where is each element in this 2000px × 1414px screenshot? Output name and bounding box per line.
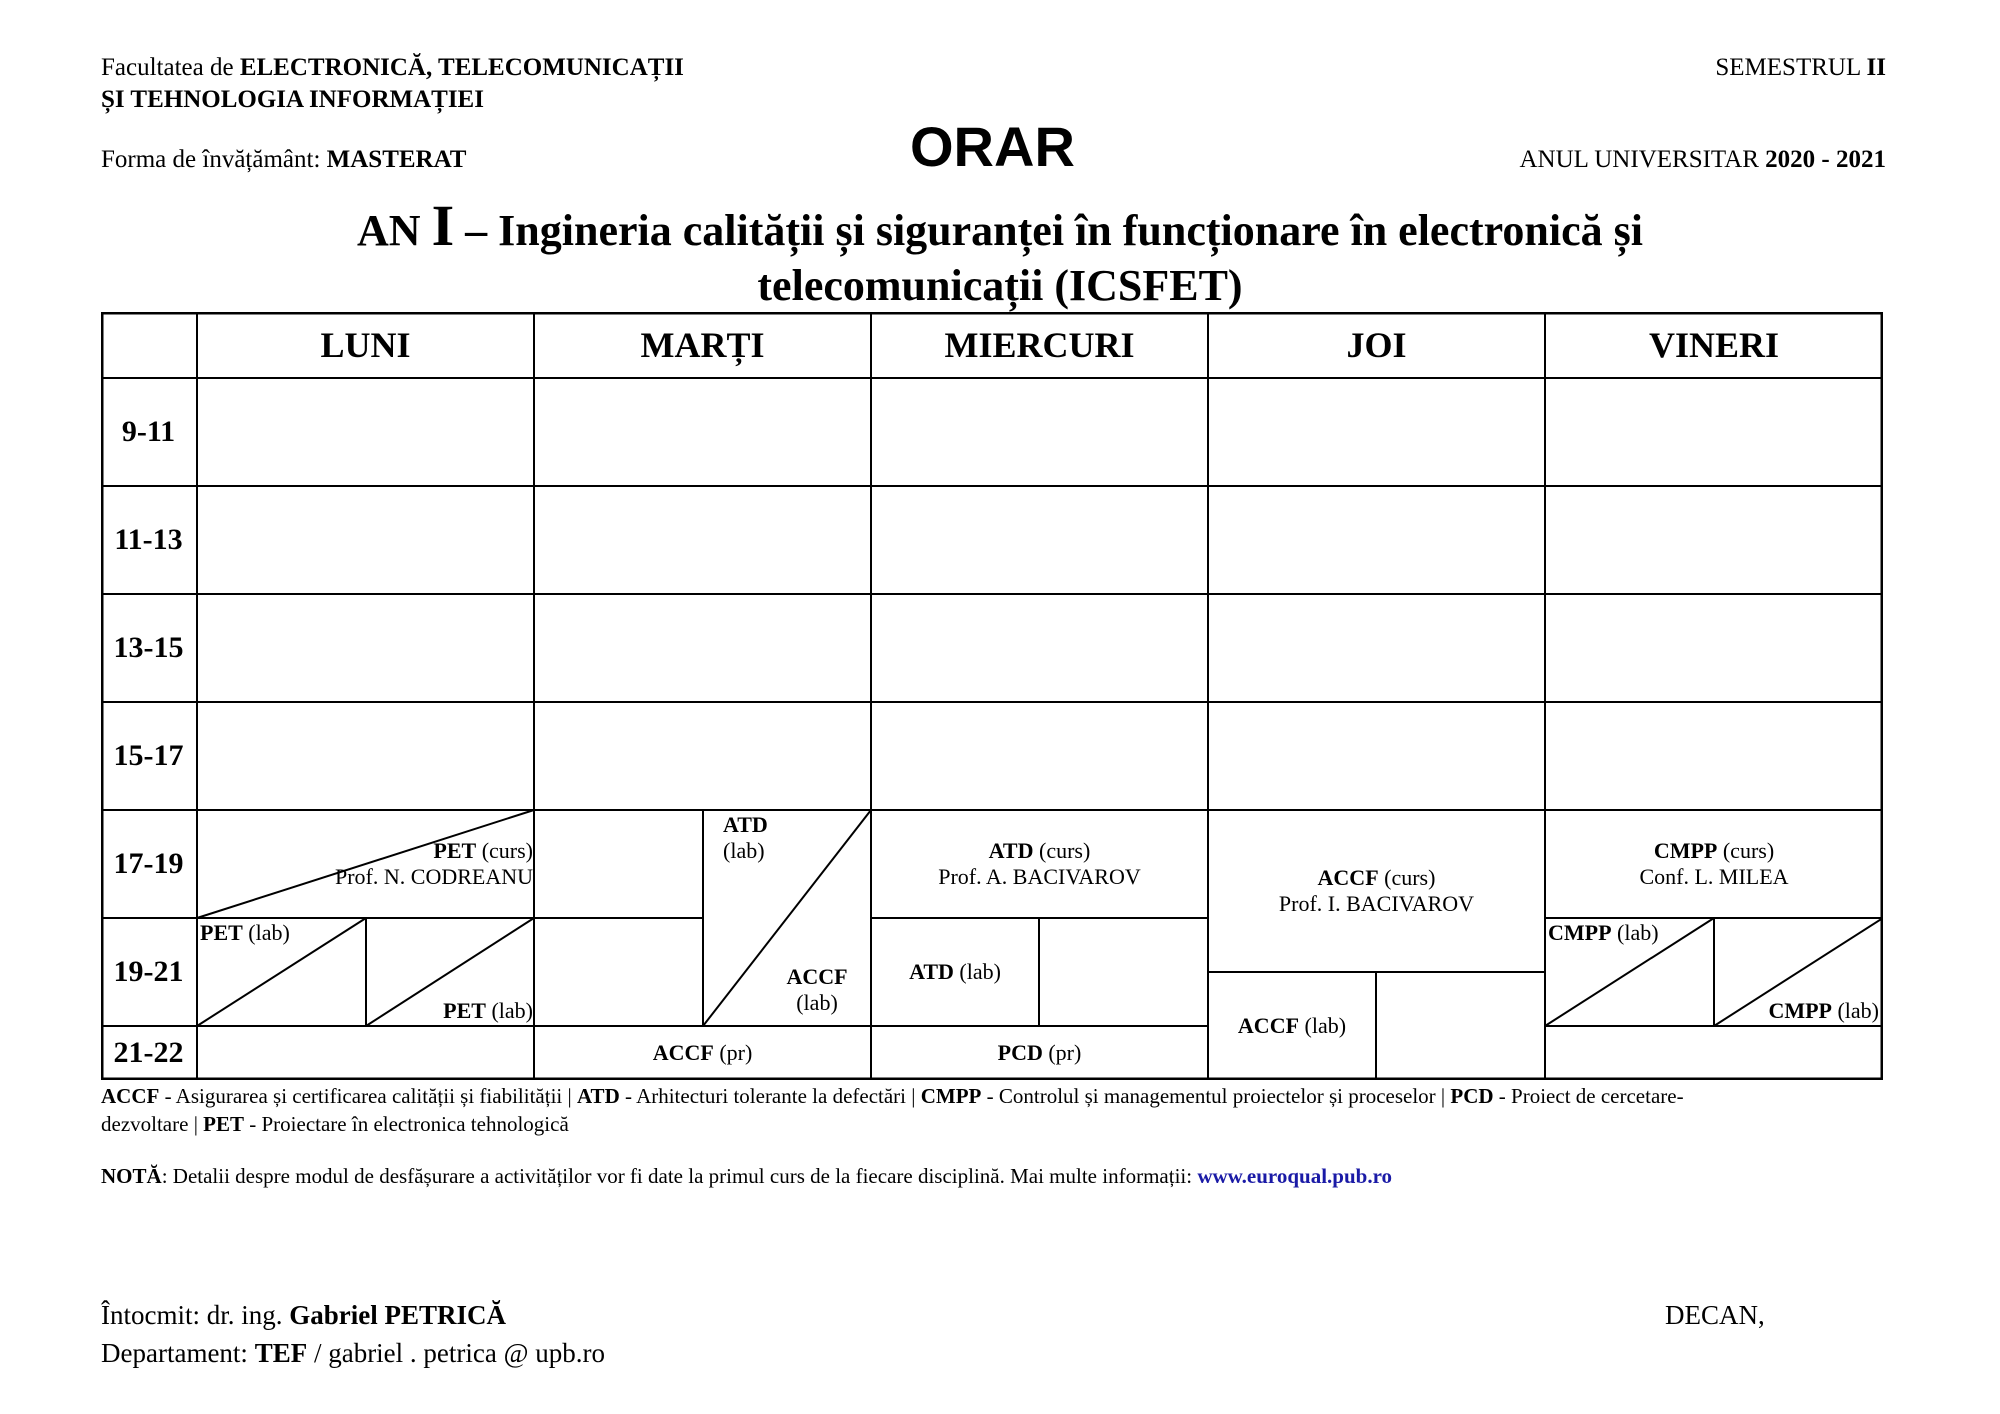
faculty-name xyxy=(101,52,684,116)
prepared-label: Întocmit: dr. ing. xyxy=(101,1300,290,1330)
year-label: ANUL UNIVERSITAR xyxy=(1519,146,1766,173)
time-slot: 9-11 xyxy=(121,415,176,448)
course-accf-lab xyxy=(1208,1013,1376,1039)
time-slot: 21-22 xyxy=(113,1036,184,1069)
legend-desc: - Arhitecturi tolerante la defectări | xyxy=(619,1084,921,1108)
day-header: VINERI xyxy=(1648,325,1780,365)
course-code: ATD xyxy=(909,959,954,984)
course-cmpp-lab xyxy=(1548,920,1659,946)
course-type: (lab) xyxy=(1611,920,1659,945)
legend-code: PCD xyxy=(1450,1084,1494,1108)
dean-label: DECAN, xyxy=(1665,1300,1765,1330)
department-value: TEF xyxy=(254,1338,308,1368)
course-pcd-pr xyxy=(871,1040,1208,1066)
prepared-by xyxy=(101,1296,605,1372)
course-type: (lab) xyxy=(796,990,838,1015)
document-title: ORAR xyxy=(910,115,1075,178)
note-text: : Detalii despre modul de desfășurare a activităților vor fi date la primul curs de la fiecare disciplină. Mai multe informații: xyxy=(161,1164,1198,1188)
program-title-line1 xyxy=(0,193,2000,259)
an-value: I xyxy=(431,193,455,258)
day-header: MIERCURI xyxy=(944,325,1135,365)
day-header: LUNI xyxy=(320,325,411,365)
course-type: (curs) xyxy=(1378,865,1436,890)
course-code: CMPP xyxy=(1653,838,1718,863)
course-type: (curs) xyxy=(476,838,533,863)
form-value: MASTERAT xyxy=(326,146,467,173)
course-type: (curs) xyxy=(1033,838,1091,863)
day-header: JOI xyxy=(1346,325,1407,365)
course-cmpp-curs xyxy=(1545,838,1883,890)
form-label: Forma de învățământ: xyxy=(101,146,327,173)
course-accf-curs xyxy=(1208,865,1545,917)
course-type: (lab) xyxy=(953,959,1001,984)
time-slot: 19-21 xyxy=(113,955,184,988)
course-atd-lab xyxy=(871,959,1039,985)
timetable xyxy=(101,312,1883,1080)
course-professor: Prof. N. CODREANU xyxy=(335,864,533,889)
day-header: MARȚI xyxy=(640,325,765,365)
faculty-line2: ȘI TEHNOLOGIA INFORMAȚIEI xyxy=(101,86,484,113)
course-cmpp-lab xyxy=(1768,998,1879,1024)
course-professor: Prof. A. BACIVAROV xyxy=(938,864,1141,889)
course-atd-curs xyxy=(871,838,1208,890)
website-link[interactable]: www.euroqual.pub.ro xyxy=(1197,1164,1393,1188)
course-pet-lab xyxy=(200,920,290,946)
course-code: ATD xyxy=(988,838,1034,863)
faculty-line1: ELECTRONICĂ, TELECOMUNICAȚII xyxy=(239,54,684,81)
time-slot: 11-13 xyxy=(114,523,183,556)
an-prefix: AN xyxy=(357,206,432,255)
course-code: PCD xyxy=(997,1040,1043,1065)
course-code: ATD xyxy=(723,812,768,837)
legend-desc: - Proiectare în electronica tehnologică xyxy=(244,1112,569,1136)
prepared-name: Gabriel PETRICĂ xyxy=(289,1300,507,1330)
course-code: PET xyxy=(433,838,477,863)
semester-label: SEMESTRUL xyxy=(1715,54,1867,81)
course-atd-lab xyxy=(723,812,768,864)
course-accf-pr xyxy=(534,1040,871,1066)
legend-desc: - Controlul și managementul proiectelor și proceselor | xyxy=(981,1084,1451,1108)
course-accf-lab xyxy=(767,964,867,1016)
legend-code: CMPP xyxy=(920,1084,982,1108)
course-type: (lab) xyxy=(485,998,533,1023)
education-form xyxy=(101,144,466,176)
course-type: (curs) xyxy=(1717,838,1775,863)
course-professor: Prof. I. BACIVAROV xyxy=(1278,891,1475,916)
course-code: ACCF xyxy=(1317,865,1379,890)
course-professor: Conf. L. MILEA xyxy=(1639,864,1789,889)
legend-code: ACCF xyxy=(101,1084,160,1108)
course-pet-lab xyxy=(443,998,533,1024)
department-email: / gabriel . petrica @ upb.ro xyxy=(307,1338,605,1368)
note xyxy=(101,1162,1392,1190)
legend-code: ATD xyxy=(576,1084,620,1108)
semester-value: II xyxy=(1866,54,1886,81)
course-code: ACCF xyxy=(652,1040,714,1065)
academic-year xyxy=(1520,144,1887,176)
department-label: Departament: xyxy=(101,1338,255,1368)
note-label: NOTĂ xyxy=(101,1164,162,1188)
semester xyxy=(1715,52,1886,84)
faculty-prefix: Facultatea de xyxy=(101,54,240,81)
time-slot: 17-19 xyxy=(113,847,184,880)
course-code: ACCF xyxy=(1237,1013,1300,1038)
time-slot: 15-17 xyxy=(113,739,184,772)
course-type: (pr) xyxy=(1042,1040,1082,1065)
course-code: ACCF xyxy=(786,964,848,989)
year-value: 2020 - 2021 xyxy=(1765,146,1886,173)
program-title-line2: telecomunicații (ICSFET) xyxy=(757,261,1243,310)
course-code: CMPP xyxy=(1548,920,1612,945)
program-name-1: – Ingineria calității și siguranței în funcționare în electronică și xyxy=(454,206,1643,255)
course-type: (pr) xyxy=(713,1040,753,1065)
legend-line2-start: dezvoltare | xyxy=(101,1112,204,1136)
course-type: (lab) xyxy=(1299,1013,1347,1038)
time-slot: 13-15 xyxy=(113,631,184,664)
course-type: (lab) xyxy=(723,838,765,863)
course-type: (lab) xyxy=(242,920,290,945)
course-code: PET xyxy=(443,998,486,1023)
legend-desc: - Asigurarea și certificarea calității și fiabilității | xyxy=(159,1084,577,1108)
course-code: CMPP xyxy=(1768,998,1832,1023)
legend-desc: - Proiect de cercetare- xyxy=(1493,1084,1684,1108)
course-code: PET xyxy=(200,920,243,945)
abbreviation-legend xyxy=(101,1082,1684,1138)
course-pet-curs xyxy=(335,838,533,890)
course-type: (lab) xyxy=(1831,998,1879,1023)
legend-code: PET xyxy=(203,1112,244,1136)
